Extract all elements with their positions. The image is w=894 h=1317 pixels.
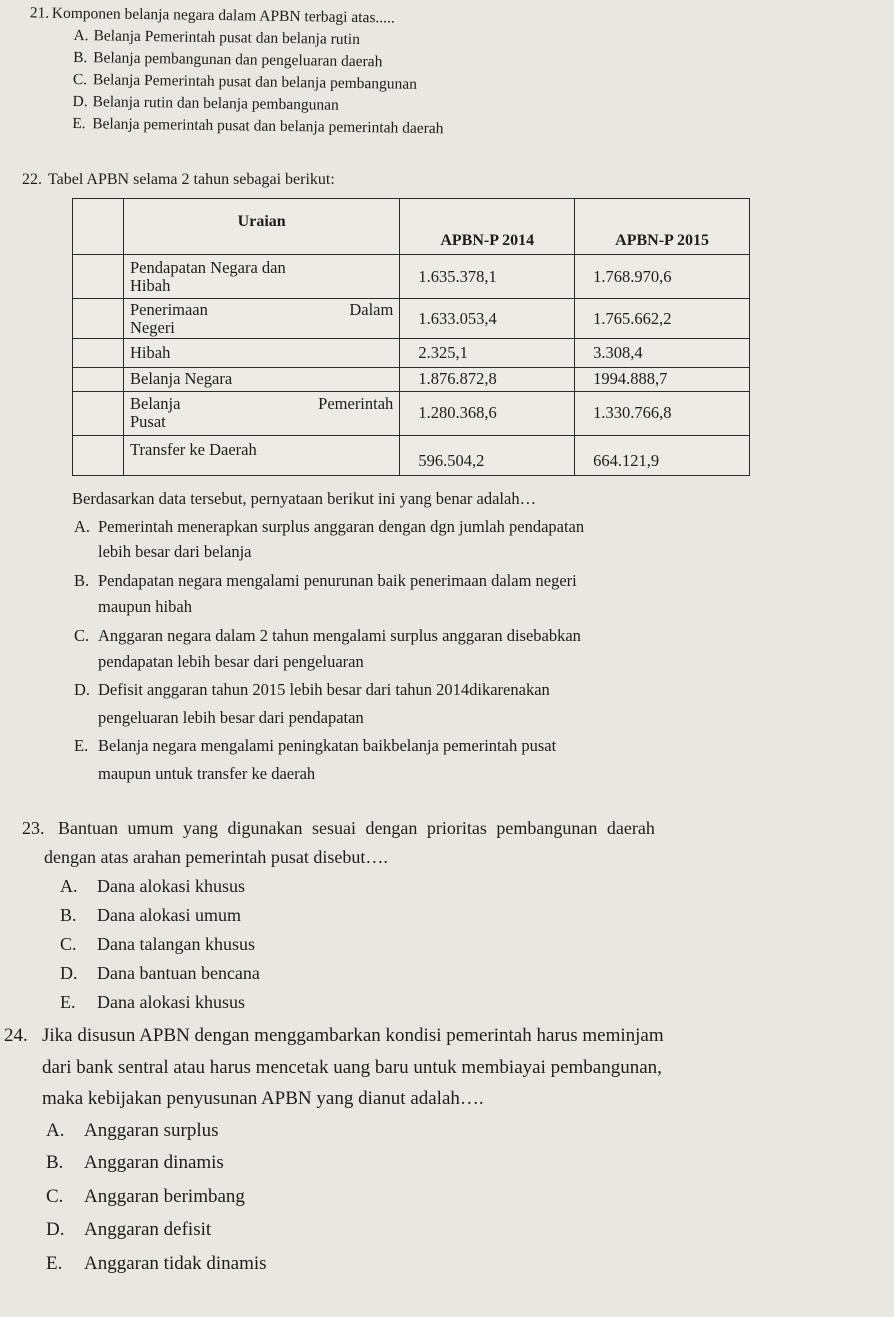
option-letter: A. — [46, 1120, 65, 1141]
option-text: Belanja Pemerintah pusat dan belanja pembangunan — [92, 71, 418, 93]
table-cell: 1.768.970,6 — [575, 255, 750, 299]
uraian-text: Belanja — [130, 394, 181, 414]
option-text: Defisit anggaran tahun 2015 lebih besar dari tahun 2014dikarenakan — [98, 680, 550, 699]
table-cell — [124, 255, 400, 299]
option-letter: D. — [72, 93, 88, 111]
option-text: Anggaran surplus — [84, 1120, 219, 1141]
option-letter: B. — [60, 905, 77, 925]
option-letter: D. — [60, 963, 78, 983]
option-text: Pendapatan negara mengalami penurunan baik penerimaan dalam negeri — [98, 571, 577, 590]
table-cell: Belanja Negara — [124, 367, 400, 391]
option-text: Pemerintah menerapkan surplus anggaran dengan dgn jumlah pendapatan — [98, 517, 585, 536]
option-text: Belanja negara mengalami peningkatan baikbelanja pemerintah pusat — [98, 736, 557, 755]
option-text: pendapatan lebih besar dari pengeluaran — [98, 652, 364, 671]
uraian-text: Dalam — [349, 299, 394, 319]
option-letter: C. — [46, 1186, 64, 1207]
option-text: Dana alokasi khusus — [97, 992, 245, 1012]
question-stem: Bantuan umum yang digunakan sesuai dengan prioritas pembangunan daerah — [58, 818, 655, 838]
question-stem: maka kebijakan penyusunan APBN yang dianut adalah…. — [42, 1088, 484, 1109]
uraian-text: Pusat — [130, 412, 166, 432]
table-row — [73, 367, 750, 391]
option-text: pengeluaran lebih besar dari pendapatan — [98, 708, 364, 727]
table-row — [73, 391, 750, 435]
uraian-text: Hibah — [130, 275, 171, 295]
option-letter: D. — [46, 1219, 65, 1240]
table-cell: 1.330.766,8 — [575, 391, 750, 435]
question-number: 22. — [22, 171, 42, 188]
option-letter: A. — [73, 27, 89, 45]
option-text: Belanja rutin dan belanja pembangunan — [92, 93, 339, 114]
option-text: Dana bantuan bencana — [97, 963, 260, 983]
table-cell: 1.765.662,2 — [575, 299, 750, 339]
table-row — [73, 299, 750, 339]
option-letter: E. — [74, 736, 89, 755]
table-cell — [73, 391, 124, 435]
table-cell — [73, 199, 124, 255]
option-letter: C. — [72, 71, 88, 89]
question-stem: dengan atas arahan pemerintah pusat disebut…. — [44, 847, 388, 867]
table-cell — [124, 391, 400, 435]
option-letter: E. — [60, 992, 76, 1012]
question-stem: Komponen belanja negara dalam APBN terbagi atas..... — [51, 4, 395, 27]
question-number: 21. — [29, 4, 50, 22]
table-row — [73, 339, 750, 367]
table-header: APBN-P 2015 — [575, 199, 750, 255]
table-cell — [73, 367, 124, 391]
option-letter: A. — [74, 517, 91, 536]
table-row — [73, 255, 750, 299]
uraian-text: Penerimaan — [130, 299, 208, 319]
question-stem: dari bank sentral atau harus mencetak uang baru untuk membiayai pembangunan, — [42, 1057, 662, 1078]
question-prompt: Berdasarkan data tersebut, pernyataan berikut ini yang benar adalah… — [72, 489, 537, 508]
table-cell: 664.121,9 — [575, 435, 750, 475]
table-cell — [124, 299, 400, 339]
question-stem: Tabel APBN selama 2 tahun sebagai berikut: — [48, 171, 335, 188]
table-row — [73, 435, 750, 475]
table-cell: Hibah — [124, 339, 400, 367]
option-text: Anggaran negara dalam 2 tahun mengalami surplus anggaran disebabkan — [98, 626, 581, 645]
table-header: Uraian — [124, 199, 400, 255]
table-cell: 1.635.378,1 — [400, 255, 575, 299]
uraian-text: Pemerintah — [318, 394, 394, 414]
table-header: APBN-P 2014 — [400, 199, 575, 255]
option-letter: B. — [73, 49, 88, 67]
option-text: Belanja Pemerintah pusat dan belanja rutin — [93, 27, 361, 49]
option-text: Dana talangan khusus — [97, 934, 255, 954]
table-cell: Transfer ke Daerah — [124, 435, 400, 475]
option-text: Anggaran tidak dinamis — [84, 1253, 267, 1274]
table-cell: 596.504,2 — [400, 435, 575, 475]
question-stem: Jika disusun APBN dengan menggambarkan kondisi pemerintah harus meminjam — [42, 1025, 664, 1046]
option-letter: D. — [74, 680, 91, 699]
table-header-row — [73, 199, 750, 255]
option-letter: C. — [60, 934, 77, 954]
option-letter: B. — [74, 571, 90, 590]
option-letter: C. — [74, 626, 90, 645]
option-text: lebih besar dari belanja — [98, 542, 252, 561]
table-cell — [73, 255, 124, 299]
option-letter: E. — [46, 1253, 63, 1274]
option-letter: B. — [46, 1152, 64, 1173]
option-text: Dana alokasi khusus — [97, 876, 245, 896]
option-text: Anggaran defisit — [84, 1219, 212, 1240]
option-letter: A. — [60, 876, 78, 896]
table-cell: 1.876.872,8 — [400, 367, 575, 391]
uraian-text: Negeri — [130, 317, 175, 337]
option-letter: E. — [72, 115, 86, 133]
option-text: Anggaran berimbang — [84, 1186, 245, 1207]
table-cell — [73, 435, 124, 475]
option-text: Belanja pemerintah pusat dan belanja pemerintah daerah — [92, 115, 444, 138]
option-text: Belanja pembangunan dan pengeluaran daerah — [93, 49, 383, 71]
table-cell: 2.325,1 — [400, 339, 575, 367]
apbn-table — [72, 198, 750, 476]
table-cell — [73, 339, 124, 367]
table-cell: 1.280.368,6 — [400, 391, 575, 435]
option-text: Dana alokasi umum — [97, 905, 241, 925]
table-cell: 3.308,4 — [575, 339, 750, 367]
table-cell: 1994.888,7 — [575, 367, 750, 391]
uraian-text: Pendapatan Negara dan — [130, 257, 286, 277]
table-cell — [73, 299, 124, 339]
option-text: Anggaran dinamis — [84, 1152, 224, 1173]
option-text: maupun hibah — [98, 597, 192, 616]
question-number: 24. — [4, 1025, 28, 1046]
table-cell: 1.633.053,4 — [400, 299, 575, 339]
question-number: 23. — [22, 818, 45, 838]
option-text: maupun untuk transfer ke daerah — [98, 764, 316, 783]
